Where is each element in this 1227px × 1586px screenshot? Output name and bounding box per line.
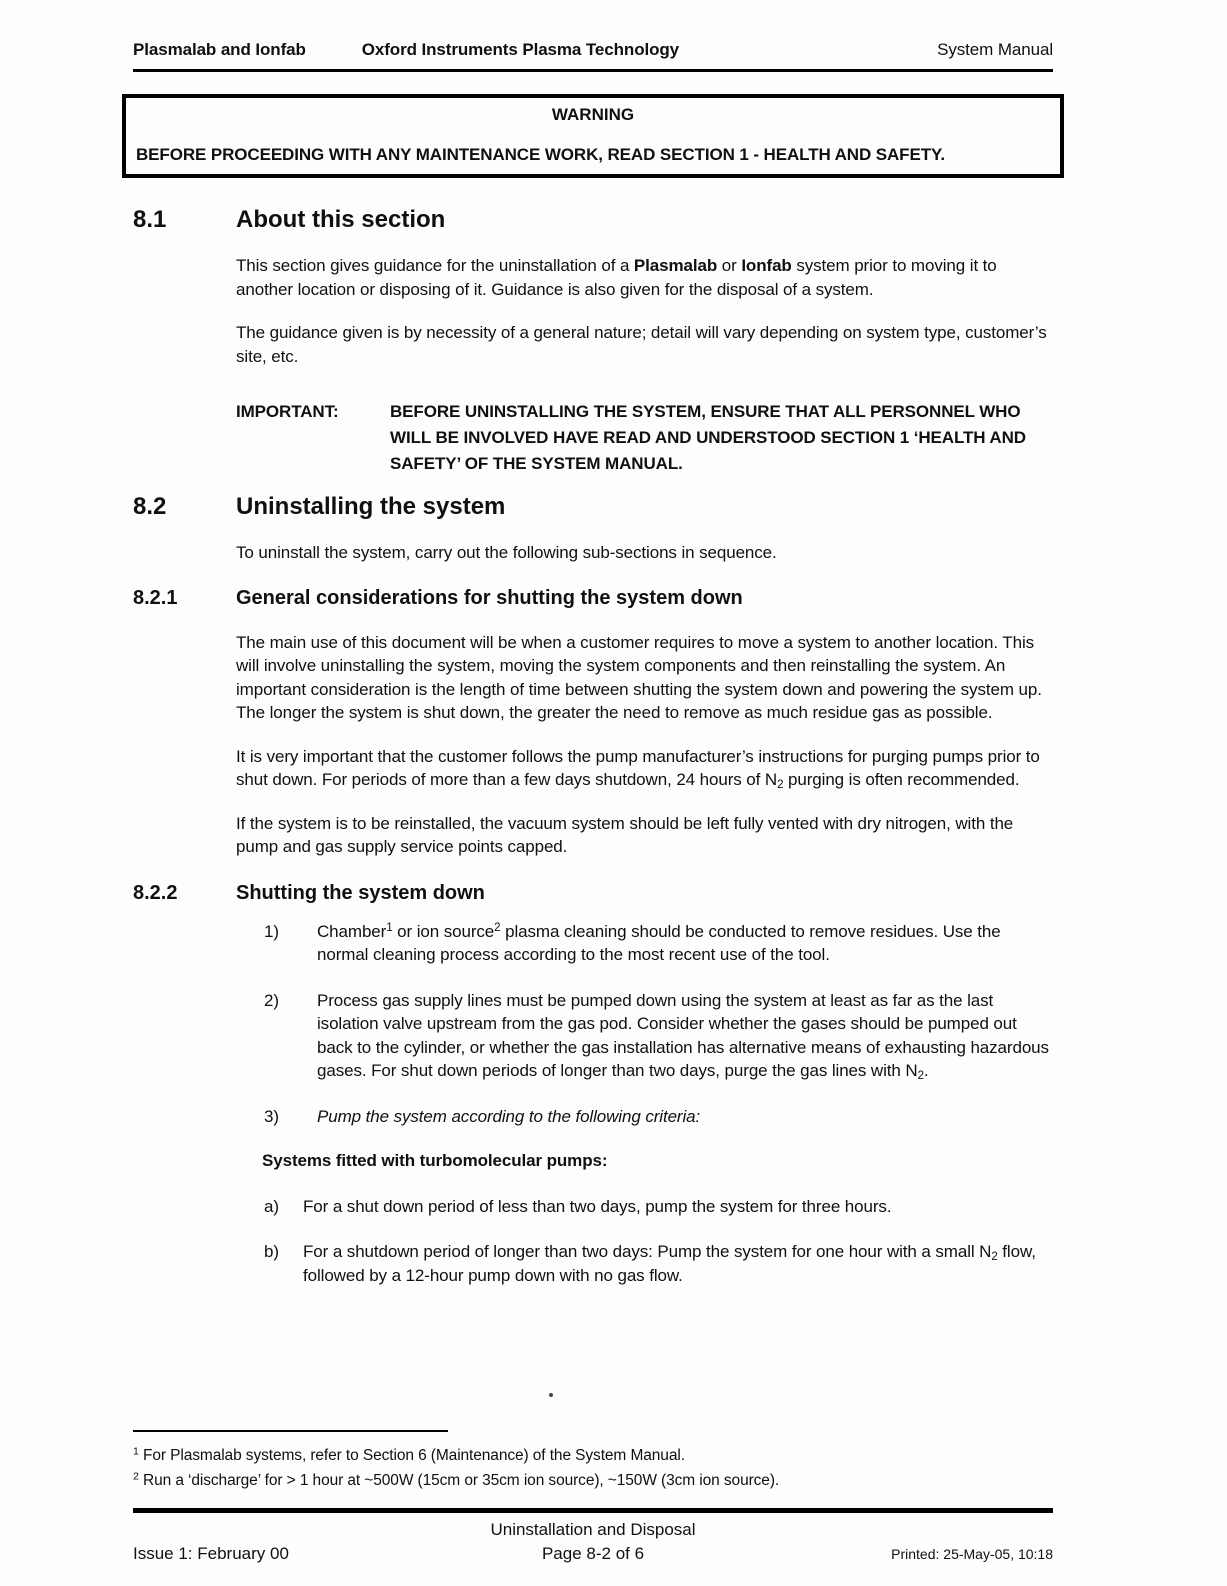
item-text: For a shutdown period of longer than two days: Pump the system for one hour with a small $N_2$ flow, followed by a 12-hour pump down with no gas flow. [303, 1242, 1036, 1285]
section-8-2-body [236, 521, 1053, 565]
warning-title: WARNING [551, 105, 635, 124]
warning-text: BEFORE PROCEEDING WITH ANY MAINTENANCE WORK, READ SECTION 1 - HEALTH AND SAFETY. [136, 145, 945, 164]
footnote-1 [133, 1443, 1053, 1468]
footnote-2-marker: 2 [133, 1470, 139, 1483]
numbered-item-3 [264, 1105, 1053, 1129]
item-text: For a shut down period of less than two days, pump the system for three hours. [303, 1196, 892, 1216]
paragraph-8-2-1: To uninstall the system, carry out the following sub-sections in sequence. [236, 543, 777, 562]
item-number: 3) [264, 1106, 279, 1126]
header-company-name: Oxford Instruments Plasma Technology [361, 40, 680, 59]
header-product-name: Plasmalab and Ionfab [133, 40, 306, 59]
turbo-pumps-subheading: Systems fitted with turbomolecular pumps: [262, 1151, 608, 1170]
footnote-2 [133, 1468, 1053, 1493]
paragraph-8-2-1-3: If the system is to be reinstalled, the vacuum system should be left fully vented with dry nitrogen, with the pump and gas supply service points capped. [236, 813, 1014, 856]
page-footer [133, 1508, 1053, 1564]
footer-section-title: Uninstallation and Disposal [490, 1520, 696, 1539]
warning-box [122, 94, 1064, 178]
section-8-1-heading [133, 206, 1053, 234]
item-text: Chamber$^1$ or ion source$^2$ plasma cleaning should be conducted to remove residues. Use the normal cleaning process according to the most recent use of the tool. [317, 921, 1001, 964]
letter-item-a [264, 1195, 1053, 1219]
footer-page-number: Page 8-2 of 6 [541, 1544, 645, 1563]
numbered-item-2 [264, 989, 1053, 1083]
page-bottom [133, 1430, 1053, 1564]
letter-item-b [264, 1240, 1053, 1287]
footer-issue: Issue 1: February 00 [133, 1544, 289, 1563]
footer-printed-timestamp: Printed: 25-May-05, 10:18 [891, 1546, 1054, 1562]
section-8-1-title: About this section [236, 206, 446, 233]
section-8-2-1-heading [133, 585, 1053, 611]
section-8-2-1-number: 8.2.1 [133, 586, 178, 609]
section-8-2-2-heading [133, 880, 1053, 906]
page-header [133, 40, 1053, 72]
paragraph-8-2-1-2: It is very important that the customer follows the pump manufacturer’s instructions for purging pumps prior to shut down. For periods of more than a few days shutdown, 24 hours of $N_2$ purging is often recommended. [236, 746, 1040, 791]
important-label: IMPORTANT: [236, 402, 339, 421]
footnote-1-marker: 1 [133, 1445, 139, 1458]
header-doc-type: System Manual [937, 40, 1053, 59]
item-number: 1) [264, 921, 279, 941]
important-note [236, 399, 1053, 477]
item-letter: a) [264, 1196, 279, 1216]
item-text: Process gas supply lines must be pumped down using the system at least as far as the last isolation valve upstream from the gas pod. Consider whether the gases should be pumped out back to the cylinder, or whether the gas installation has alternative means of exhausting hazardous gases. For shut down periods of longer than two days, purge the gas lines with $N_2$. [317, 990, 1049, 1082]
footnote-separator [133, 1430, 448, 1432]
numbered-item-1 [264, 920, 1053, 967]
section-8-2-2-body [236, 906, 1053, 1288]
section-8-2-heading [133, 493, 1053, 521]
item-number: 2) [264, 990, 279, 1010]
paragraph-8-1-2: The guidance given is by necessity of a general nature; detail will vary depending on system type, customer’s site, etc. [236, 323, 1047, 366]
footnote-1-text: For Plasmalab systems, refer to Section 6 (Maintenance) of the System Manual. [138, 1447, 685, 1464]
footnote-2-text: Run a ‘discharge’ for > 1 hour at ~500W (15cm or 35cm ion source), ~150W (3cm ion source). [138, 1472, 780, 1489]
item-letter: b) [264, 1242, 279, 1261]
section-8-2-1-body [236, 611, 1053, 859]
section-8-2-2-title: Shutting the system down [236, 881, 485, 904]
section-8-2-1-title: General considerations for shutting the system down [236, 586, 743, 609]
section-8-2-2-number: 8.2.2 [133, 881, 178, 904]
item-text: Pump the system according to the following criteria: [317, 1106, 701, 1126]
section-8-1-number: 8.1 [133, 206, 167, 233]
important-text: BEFORE UNINSTALLING THE SYSTEM, ENSURE THAT ALL PERSONNEL WHO WILL BE INVOLVED HAVE READ AND UNDERSTOOD SECTION 1 ‘HEALTH AND SAFETY’ OF THE SYSTEM MANUAL. [390, 402, 1026, 473]
footer-row [133, 1544, 1053, 1564]
section-8-2-number: 8.2 [133, 493, 167, 520]
scan-artifact-dot [549, 1393, 553, 1397]
section-8-2-title: Uninstalling the system [236, 493, 506, 520]
footer-rule [133, 1508, 1053, 1513]
paragraph-8-1-1: This section gives guidance for the uninstallation of a Plasmalab or Ionfab system prior to moving it to another location or disposing of it. Guidance is also given for the disposal of a system. [236, 256, 997, 299]
paragraph-8-2-1-1: The main use of this document will be when a customer requires to move a system to another location. This will involve uninstalling the system, moving the system components and then reinstalling the system. An important consideration is the length of time between shutting the system down and powering the system up. The longer the system is shut down, the greater the need to remove as much residue gas as possible. [236, 632, 1042, 722]
section-8-1-body [236, 234, 1053, 477]
